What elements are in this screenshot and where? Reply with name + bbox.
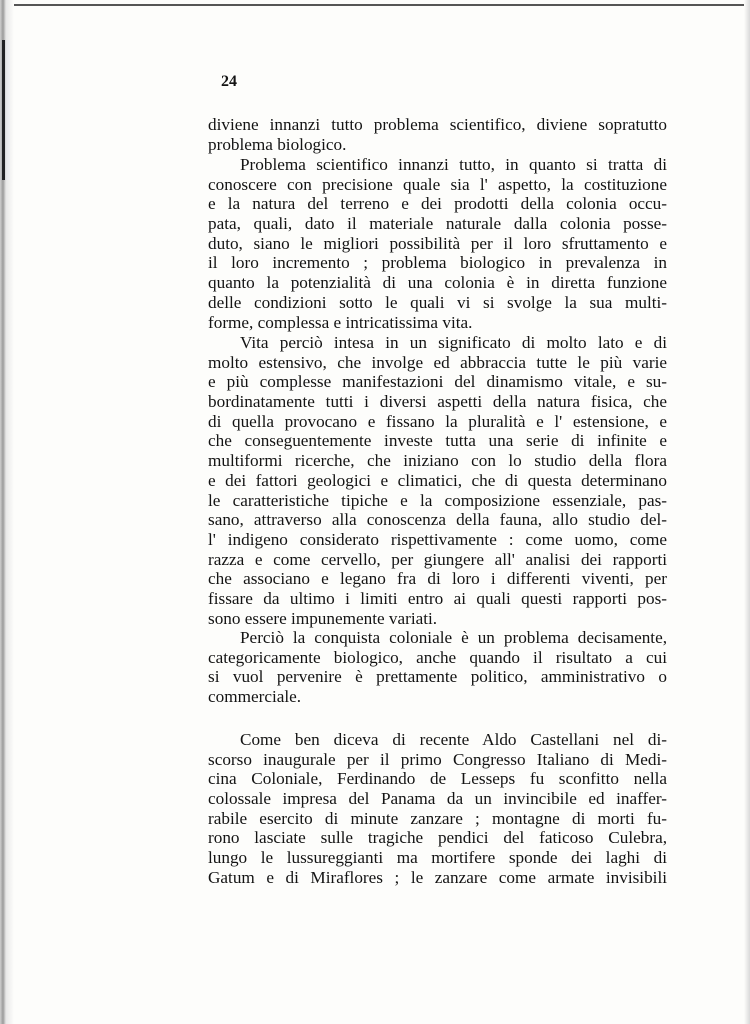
text-line: razza e come cervello, per giungere all' analisi dei rapporti <box>208 549 667 569</box>
text-line: scorso inaugurale per il primo Congresso Italiano di Medi- <box>208 749 667 769</box>
text-line: sano, attraverso alla conoscenza della fauna, allo studio del- <box>208 510 667 530</box>
paragraph <box>208 730 667 888</box>
text-line: rono lasciate sulle tragiche pendici del faticoso Culebra, <box>208 828 667 848</box>
text-line: fissare da ultimo i limiti entro ai quali questi rapporti pos- <box>208 588 667 608</box>
text-line: problema biologico. <box>208 134 347 154</box>
text-line: delle condizioni sotto le quali vi si svolge la sua multi- <box>208 292 667 312</box>
text-line: l' indigeno considerato rispettivamente : come uomo, come <box>208 529 667 549</box>
paragraph <box>208 628 667 707</box>
text-line: Problema scientifico innanzi tutto, in quanto si tratta di <box>240 155 667 174</box>
text-line: sono essere impunemente variati. <box>208 608 438 628</box>
text-line: cina Coloniale, Ferdinando de Lesseps fu sconfitto nella <box>208 769 667 789</box>
text-line: e dei fattori geologici e climatici, che di questa determinano <box>208 470 667 490</box>
scan-top-edge <box>0 4 750 6</box>
text-line: categoricamente biologico, anche quando il risultato a cui <box>208 647 667 667</box>
text-line: diviene innanzi tutto problema scientifico, diviene sopratutto <box>208 115 667 134</box>
scan-binding-shadow <box>2 40 5 180</box>
page-number: 24 <box>221 73 237 90</box>
text-line: Vita perciò intesa in un significato di molto lato e di <box>240 333 667 352</box>
text-line: che associano e legano fra di loro i differenti viventi, per <box>208 569 667 589</box>
text-line: bordinatamente tutti i diversi aspetti della natura fisica, che <box>208 392 667 412</box>
paragraph <box>208 155 667 332</box>
text-line: lungo le lussureggianti ma mortifere sponde dei laghi di <box>208 848 667 868</box>
text-line: commerciale. <box>208 687 302 707</box>
text-line: forme, complessa e intricatissima vita. <box>208 312 473 332</box>
text-line: Gatum e di Miraflores ; le zanzare come armate invisibili <box>208 867 667 887</box>
text-line: Perciò la conquista coloniale è un problema decisamente, <box>240 628 667 647</box>
paragraph-continuation <box>208 115 667 154</box>
text-line: conoscere con precisione quale sia l' aspetto, la costituzione <box>208 174 667 194</box>
text-line: si vuol pervenire è prettamente politico, amministrativo o <box>208 667 667 687</box>
scan-right-edge <box>744 0 750 1024</box>
text-line: di quella provocano e fissano la pluralità e l' estensione, e <box>208 411 667 431</box>
text-line: le caratteristiche tipiche e la composizione essenziale, pas- <box>208 490 667 510</box>
text-line: rabile esercito di minute zanzare ; montagne di morti fu- <box>208 808 667 828</box>
text-line: e la natura del terreno e dei prodotti della colonia occu- <box>208 194 667 214</box>
text-line: e più complesse manifestazioni del dinamismo vitale, e su- <box>208 372 667 392</box>
text-line: Come ben diceva di recente Aldo Castellani nel di- <box>240 730 667 749</box>
text-line: che conseguentemente investe tutta una serie di infinite e <box>208 431 667 451</box>
text-line: quanto la potenzialità di una colonia è in diretta funzione <box>208 273 667 293</box>
text-line: molto estensivo, che involge ed abbraccia tutte le più varie <box>208 352 667 372</box>
paragraph <box>208 333 667 628</box>
text-line: duto, siano le migliori possibilità per il loro sfruttamento e <box>208 233 667 253</box>
text-line: multiformi ricerche, che iniziano con lo studio della flora <box>208 451 667 471</box>
text-line: pata, quali, dato il materiale naturale dalla colonia posse- <box>208 214 667 234</box>
text-line: il loro incremento ; problema biologico in prevalenza in <box>208 253 667 273</box>
text-line: colossale impresa del Panama da un invincibile ed inaffer- <box>208 789 667 809</box>
